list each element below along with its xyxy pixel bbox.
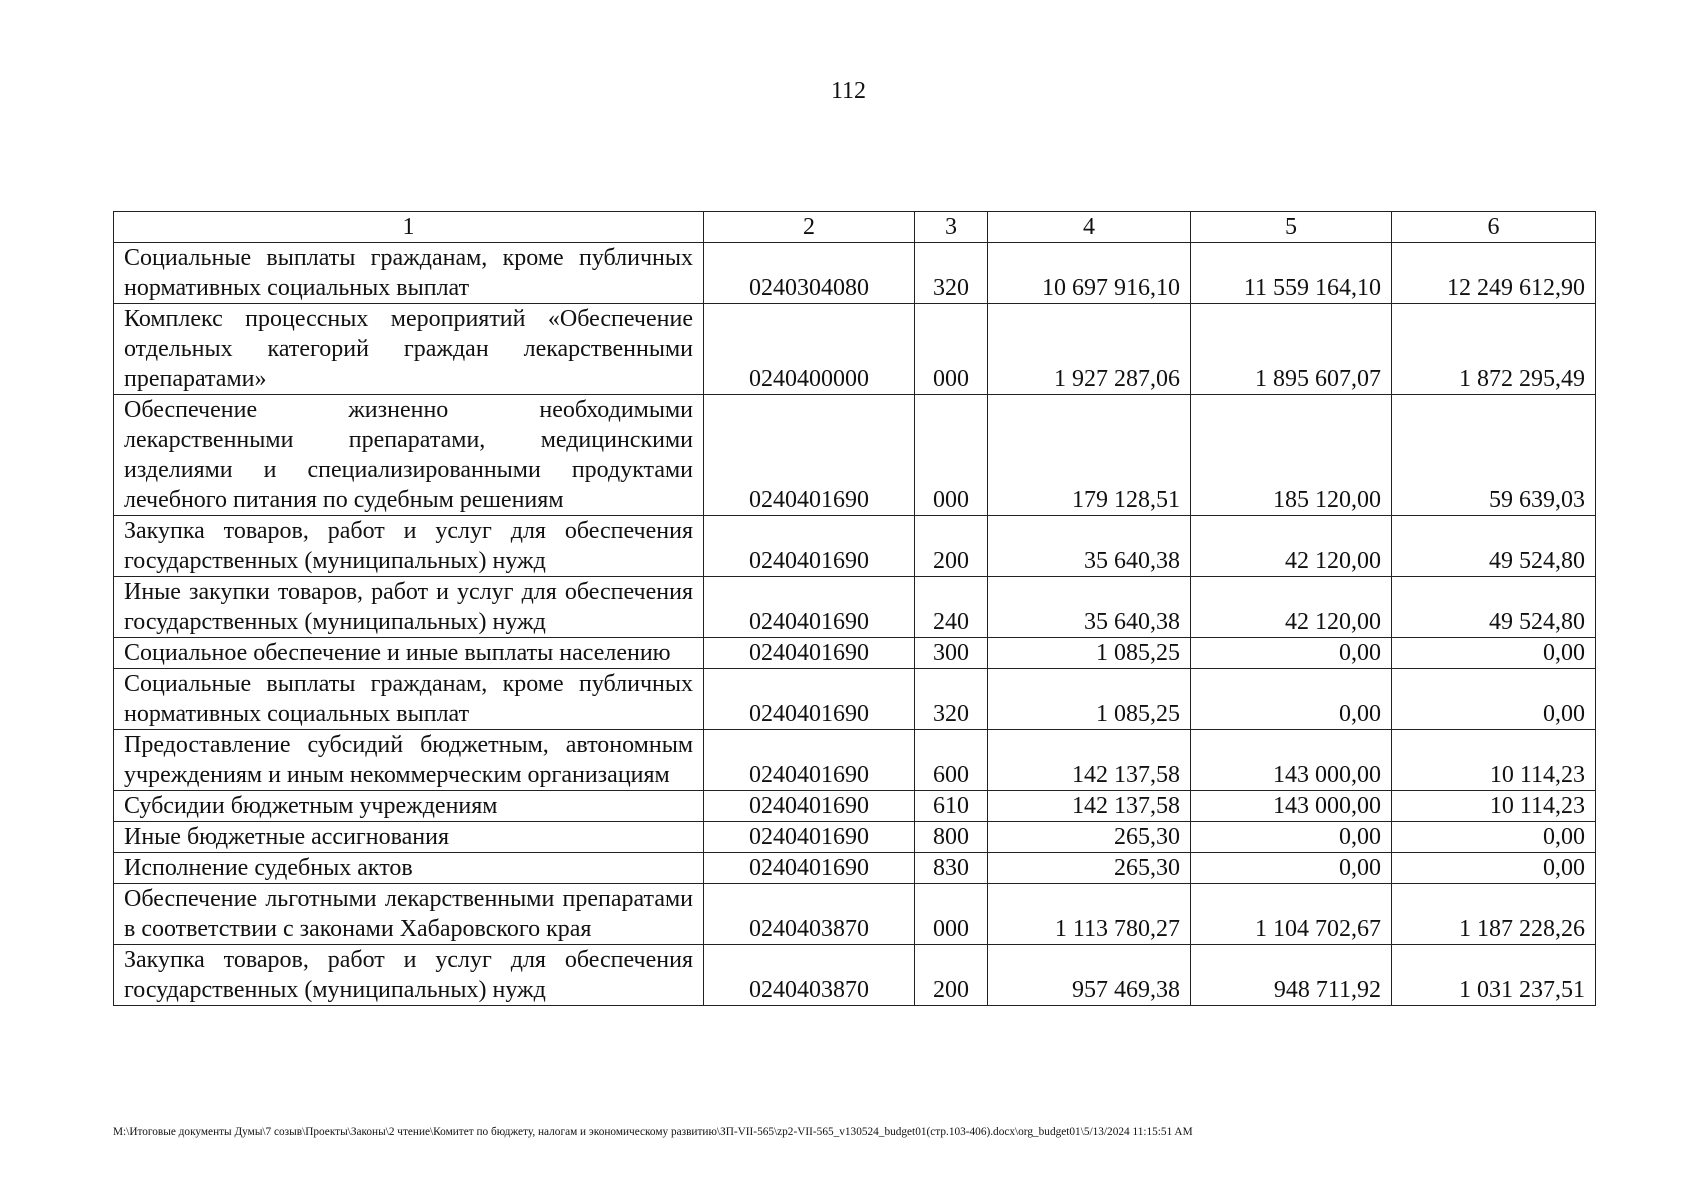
row-type: 320 <box>915 243 988 304</box>
row-type: 300 <box>915 638 988 669</box>
table-row <box>114 395 1596 516</box>
row-value-4: 265,30 <box>988 822 1191 853</box>
column-header-3: 3 <box>915 212 988 243</box>
row-value-4: 265,30 <box>988 853 1191 884</box>
row-name: Предоставление субсидий бюджетным, автономным учреждениям и иным некоммерческим организациям <box>114 730 704 791</box>
row-code: 0240401690 <box>704 638 915 669</box>
column-header-2: 2 <box>704 212 915 243</box>
header-row <box>114 212 1596 243</box>
row-type: 200 <box>915 516 988 577</box>
row-type: 600 <box>915 730 988 791</box>
table-row <box>114 638 1596 669</box>
row-value-5: 11 559 164,10 <box>1191 243 1392 304</box>
row-value-6: 1 031 237,51 <box>1392 945 1596 1006</box>
row-name: Социальное обеспечение и иные выплаты населению <box>114 638 704 669</box>
row-name: Закупка товаров, работ и услуг для обеспечения государственных (муниципальных) нужд <box>114 945 704 1006</box>
table-row <box>114 516 1596 577</box>
row-code: 0240401690 <box>704 669 915 730</box>
row-value-6: 1 187 228,26 <box>1392 884 1596 945</box>
row-name: Субсидии бюджетным учреждениям <box>114 791 704 822</box>
row-value-5: 1 895 607,07 <box>1191 304 1392 395</box>
row-type: 000 <box>915 395 988 516</box>
row-value-4: 142 137,58 <box>988 791 1191 822</box>
row-type: 000 <box>915 884 988 945</box>
row-code: 0240400000 <box>704 304 915 395</box>
row-type: 320 <box>915 669 988 730</box>
row-code: 0240403870 <box>704 945 915 1006</box>
row-name: Исполнение судебных актов <box>114 853 704 884</box>
row-type: 800 <box>915 822 988 853</box>
row-type: 000 <box>915 304 988 395</box>
row-code: 0240401690 <box>704 822 915 853</box>
row-code: 0240403870 <box>704 884 915 945</box>
row-value-4: 35 640,38 <box>988 577 1191 638</box>
row-code: 0240401690 <box>704 853 915 884</box>
row-value-4: 1 113 780,27 <box>988 884 1191 945</box>
row-value-6: 59 639,03 <box>1392 395 1596 516</box>
row-type: 610 <box>915 791 988 822</box>
column-header-5: 5 <box>1191 212 1392 243</box>
document-file-path: M:\Итоговые документы Думы\7 созыв\Проекты\Законы\2 чтение\Комитет по бюджету, налогам и экономическому развитию\ЗП-VII-565\zp2-VII-565_v130524_budget01(стр.103-406).docx\org_budget01\5/13/2024 11:15:51 AM <box>113 1126 1193 1138</box>
row-value-6: 12 249 612,90 <box>1392 243 1596 304</box>
table-row <box>114 243 1596 304</box>
row-value-5: 0,00 <box>1191 669 1392 730</box>
column-header-6: 6 <box>1392 212 1596 243</box>
column-header-1: 1 <box>114 212 704 243</box>
row-type: 240 <box>915 577 988 638</box>
row-value-5: 0,00 <box>1191 638 1392 669</box>
row-code: 0240401690 <box>704 516 915 577</box>
row-value-5: 42 120,00 <box>1191 577 1392 638</box>
row-value-4: 10 697 916,10 <box>988 243 1191 304</box>
row-value-6: 0,00 <box>1392 822 1596 853</box>
row-value-5: 185 120,00 <box>1191 395 1392 516</box>
row-value-4: 179 128,51 <box>988 395 1191 516</box>
row-value-6: 49 524,80 <box>1392 577 1596 638</box>
column-header-4: 4 <box>988 212 1191 243</box>
row-name: Социальные выплаты гражданам, кроме публичных нормативных социальных выплат <box>114 243 704 304</box>
budget-table <box>113 211 1596 1006</box>
row-name: Закупка товаров, работ и услуг для обеспечения государственных (муниципальных) нужд <box>114 516 704 577</box>
row-type: 200 <box>915 945 988 1006</box>
row-code: 0240401690 <box>704 791 915 822</box>
row-name: Иные закупки товаров, работ и услуг для обеспечения государственных (муниципальных) нужд <box>114 577 704 638</box>
row-name: Обеспечение жизненно необходимыми лекарственными препаратами, медицинскими изделиями и специализированными продуктами лечебного питания по судебным решениям <box>114 395 704 516</box>
table-row <box>114 304 1596 395</box>
row-code: 0240401690 <box>704 730 915 791</box>
row-code: 0240401690 <box>704 395 915 516</box>
row-value-4: 1 927 287,06 <box>988 304 1191 395</box>
row-code: 0240401690 <box>704 577 915 638</box>
table-row <box>114 822 1596 853</box>
row-value-4: 1 085,25 <box>988 638 1191 669</box>
table-row <box>114 884 1596 945</box>
row-value-5: 143 000,00 <box>1191 791 1392 822</box>
row-value-4: 142 137,58 <box>988 730 1191 791</box>
row-value-6: 10 114,23 <box>1392 791 1596 822</box>
row-value-5: 143 000,00 <box>1191 730 1392 791</box>
table-row <box>114 730 1596 791</box>
row-value-6: 10 114,23 <box>1392 730 1596 791</box>
table-row <box>114 853 1596 884</box>
row-value-6: 1 872 295,49 <box>1392 304 1596 395</box>
row-value-6: 0,00 <box>1392 638 1596 669</box>
row-value-4: 35 640,38 <box>988 516 1191 577</box>
page-number: 112 <box>830 78 867 104</box>
row-value-4: 1 085,25 <box>988 669 1191 730</box>
row-name: Социальные выплаты гражданам, кроме публичных нормативных социальных выплат <box>114 669 704 730</box>
row-value-5: 0,00 <box>1191 853 1392 884</box>
row-value-5: 42 120,00 <box>1191 516 1392 577</box>
row-value-6: 0,00 <box>1392 669 1596 730</box>
row-value-5: 0,00 <box>1191 822 1392 853</box>
row-value-6: 0,00 <box>1392 853 1596 884</box>
row-name: Комплекс процессных мероприятий «Обеспечение отдельных категорий граждан лекарственными препаратами» <box>114 304 704 395</box>
row-value-5: 948 711,92 <box>1191 945 1392 1006</box>
row-name: Иные бюджетные ассигнования <box>114 822 704 853</box>
table-row <box>114 791 1596 822</box>
table-row <box>114 577 1596 638</box>
row-type: 830 <box>915 853 988 884</box>
row-value-4: 957 469,38 <box>988 945 1191 1006</box>
row-code: 0240304080 <box>704 243 915 304</box>
row-name: Обеспечение льготными лекарственными препаратами в соответствии с законами Хабаровского края <box>114 884 704 945</box>
table-row <box>114 669 1596 730</box>
table-row <box>114 945 1596 1006</box>
row-value-5: 1 104 702,67 <box>1191 884 1392 945</box>
row-value-6: 49 524,80 <box>1392 516 1596 577</box>
